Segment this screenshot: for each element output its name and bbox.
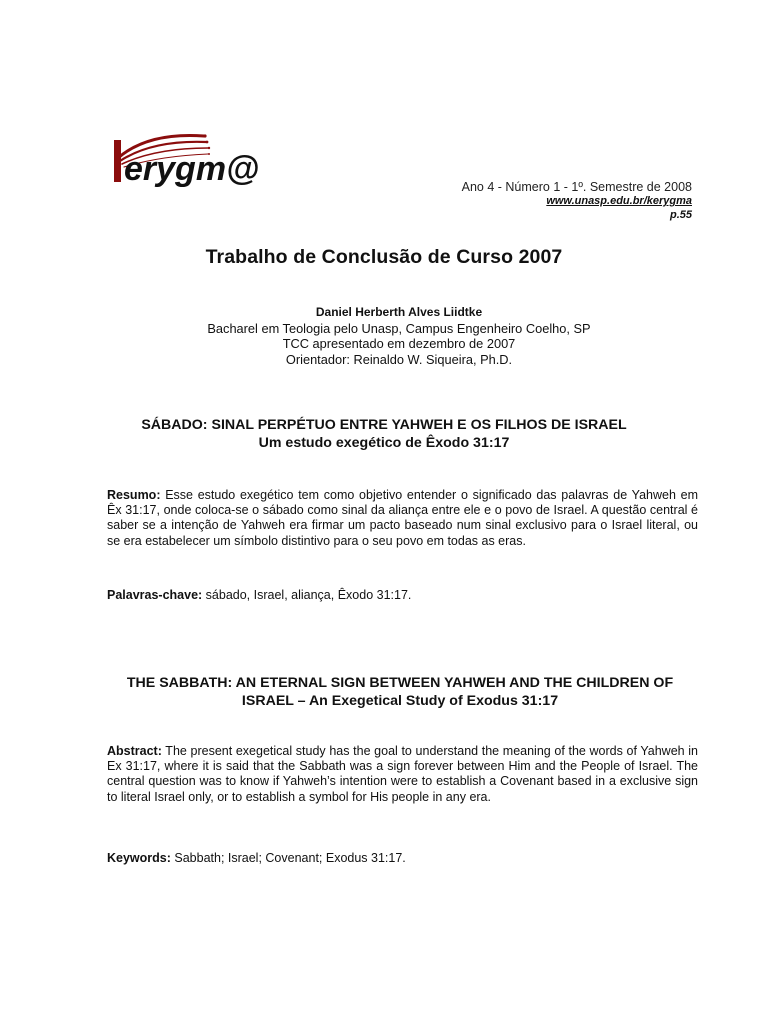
- keywords-label: Keywords:: [107, 851, 171, 865]
- keywords-text: Sabbath; Israel; Covenant; Exodus 31:17.: [170, 851, 406, 865]
- portuguese-subtitle: Um estudo exegético de Êxodo 31:17: [258, 435, 510, 451]
- kerygma-logo: [108, 128, 288, 190]
- issue-header: [462, 180, 692, 222]
- tcc-date: TCC apresentado em dezembro de 2007: [282, 336, 516, 351]
- abstract-paragraph: [107, 744, 698, 805]
- portuguese-heading: [0, 416, 768, 452]
- author-block: [0, 305, 768, 367]
- resumo-label: Resumo:: [107, 488, 161, 502]
- author-degree: Bacharel em Teologia pelo Unasp, Campus Engenheiro Coelho, SP: [207, 320, 591, 336]
- advisor: Orientador: Reinaldo W. Siqueira, Ph.D.: [285, 351, 513, 367]
- abstract-label: Abstract:: [107, 744, 162, 758]
- portuguese-title: SÁBADO: SINAL PERPÉTUO ENTRE YAHWEH E OS FILHOS DE ISRAEL: [141, 417, 627, 433]
- page-number: p.55: [669, 209, 692, 221]
- palavras-chave-label: Palavras-chave:: [107, 588, 203, 602]
- issue-info: Ano 4 - Número 1 - 1º. Semestre de 2008: [461, 180, 692, 194]
- english-heading: THE SABBATH: AN ETERNAL SIGN BETWEEN YAHWEH AND THE CHILDREN OF ISRAEL – An Exegetical Study of Exodus 31:17: [126, 675, 674, 709]
- palavras-chave-paragraph: [107, 588, 698, 603]
- resumo-text: Esse estudo exegético tem como objetivo entender o significado das palavras de Yahweh em Êx 31:17, onde coloca-se o sábado como sinal da aliança entre ele e o povo de Israel. A questão central é saber se a intenção de Yahweh era firmar um pacto baseado num sinal exclusivo para o Israel literal, ou se era estabelecer um símbolo distintivo para o seu povo em todas as eras.: [107, 488, 698, 548]
- author-name: Daniel Herberth Alves Liidtke: [315, 305, 483, 319]
- abstract-text: The present exegetical study has the goal to understand the meaning of the words of Yahweh in Ex 31:17, where it is said that the Sabbath was a sign forever between Him and the People of Israel. The central question was to know if Yahweh’s intention were to establish a Covenant based in a exclusive sign to literal Israel only, or to establish a symbol for His people in any era.: [107, 744, 698, 804]
- document-title: Trabalho de Conclusão de Curso 2007: [205, 246, 563, 268]
- palavras-chave-text: sábado, Israel, aliança, Êxodo 31:17.: [202, 588, 412, 602]
- journal-url-link[interactable]: www.unasp.edu.br/kerygma: [546, 195, 692, 207]
- kerygma-logo-icon: [108, 128, 288, 190]
- resumo-paragraph: [107, 488, 698, 549]
- keywords-paragraph: [107, 851, 698, 866]
- logo-wordmark: erygm@: [124, 150, 260, 188]
